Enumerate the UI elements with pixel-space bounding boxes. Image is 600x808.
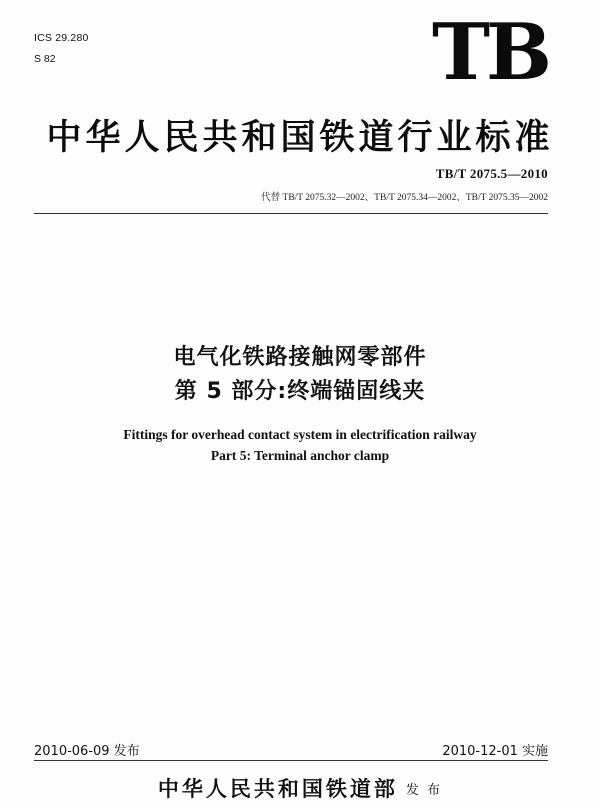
title-en-line2: Part 5: Terminal anchor clamp [210, 448, 390, 463]
title-en-line1: Fittings for overhead contact system in electrification railway [123, 427, 477, 442]
top-divider [34, 213, 548, 214]
bottom-divider [34, 760, 548, 761]
ccs-code: S 82 [34, 53, 56, 65]
issuer-line [0, 773, 600, 803]
title-cn-line2: 第 5 部分:终端锚固线夹 [174, 379, 426, 404]
replaces-note: 代替 TB/T 2075.32—2002、TB/T 2075.34—2002、TB/T 2075.35—2002 [261, 193, 548, 203]
ics-code: ICS 29.280 [34, 32, 89, 44]
standard-category-title: 中华人民共和国铁道行业标准 [46, 117, 554, 158]
issuer-suffix: 发 布 [405, 783, 443, 798]
tb-logo: TB [432, 7, 548, 98]
title-cn-line1: 电气化铁路接触网零部件 [173, 345, 427, 370]
standard-number: TB/T 2075.5—2010 [435, 166, 548, 181]
implementation-date: 2010-12-01 实施 [442, 744, 548, 759]
issue-date: 2010-06-09 发布 [34, 744, 140, 759]
issuer-name: 中华人民共和国铁道部 [157, 776, 398, 801]
